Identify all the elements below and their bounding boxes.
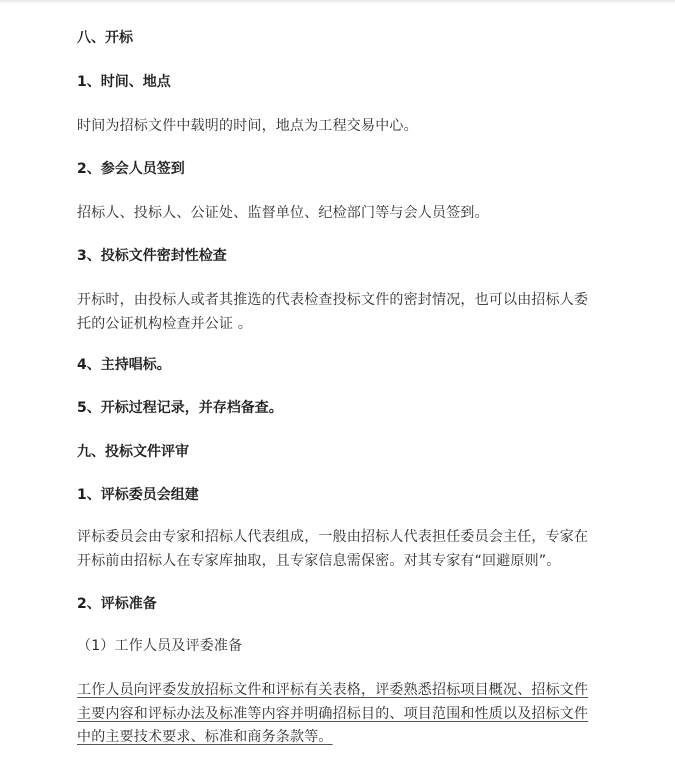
section-8-2-heading: 2、参会人员签到 — [77, 161, 185, 177]
section-8-3-heading: 3、投标文件密封性检查 — [77, 248, 227, 264]
section-9-1-heading: 1、评标委员会组建 — [77, 487, 199, 503]
section-9-2-text-line-1: 工作人员向评委发放招标文件和评标有关表格，评委熟悉招标项目概况、招标文件 — [77, 682, 589, 698]
top-edge-shadow — [0, 0, 675, 4]
section-8-4-heading: 4、主持唱标。 — [77, 357, 171, 373]
section-9-2-text-line-3: 中的主要技术要求、标准和商务条款等。 — [77, 729, 333, 745]
section-8-2-text: 招标人、投标人、公证处、监督单位、纪检部门等与会人员签到。 — [77, 205, 489, 221]
section-9-2-subheading: （1）工作人员及评委准备 — [77, 638, 243, 654]
section-9-2-text-line-2: 主要内容和评标办法及标准等内容并明确招标目的、项目范围和性质以及招标文件 — [77, 706, 589, 722]
section-8-3-text-line-2: 托的公证机构检查并公证 。 — [77, 316, 253, 332]
section-9-1-text-line-2: 开标前由招标人在专家库抽取，且专家信息需保密。对其专家有“回避原则”。 — [77, 553, 561, 569]
section-8-1-heading: 1、时间、地点 — [77, 74, 171, 90]
section-8-5-heading: 5、开标过程记录，并存档备查。 — [77, 400, 283, 416]
bottom-edge-fade — [0, 748, 675, 764]
section-9-2-heading: 2、评标准备 — [77, 596, 157, 612]
section-8-3-text-line-1: 开标时，由投标人或者其推选的代表检查投标文件的密封情况，也可以由招标人委 — [77, 292, 589, 308]
section-9-title: 九、投标文件评审 — [77, 444, 189, 460]
section-9-1-text-line-1: 评标委员会由专家和招标人代表组成，一般由招标人代表担任委员会主任，专家在 — [77, 529, 589, 545]
section-8-title: 八、开标 — [77, 30, 133, 46]
section-8-1-text: 时间为招标文件中载明的时间，地点为工程交易中心。 — [77, 118, 418, 134]
